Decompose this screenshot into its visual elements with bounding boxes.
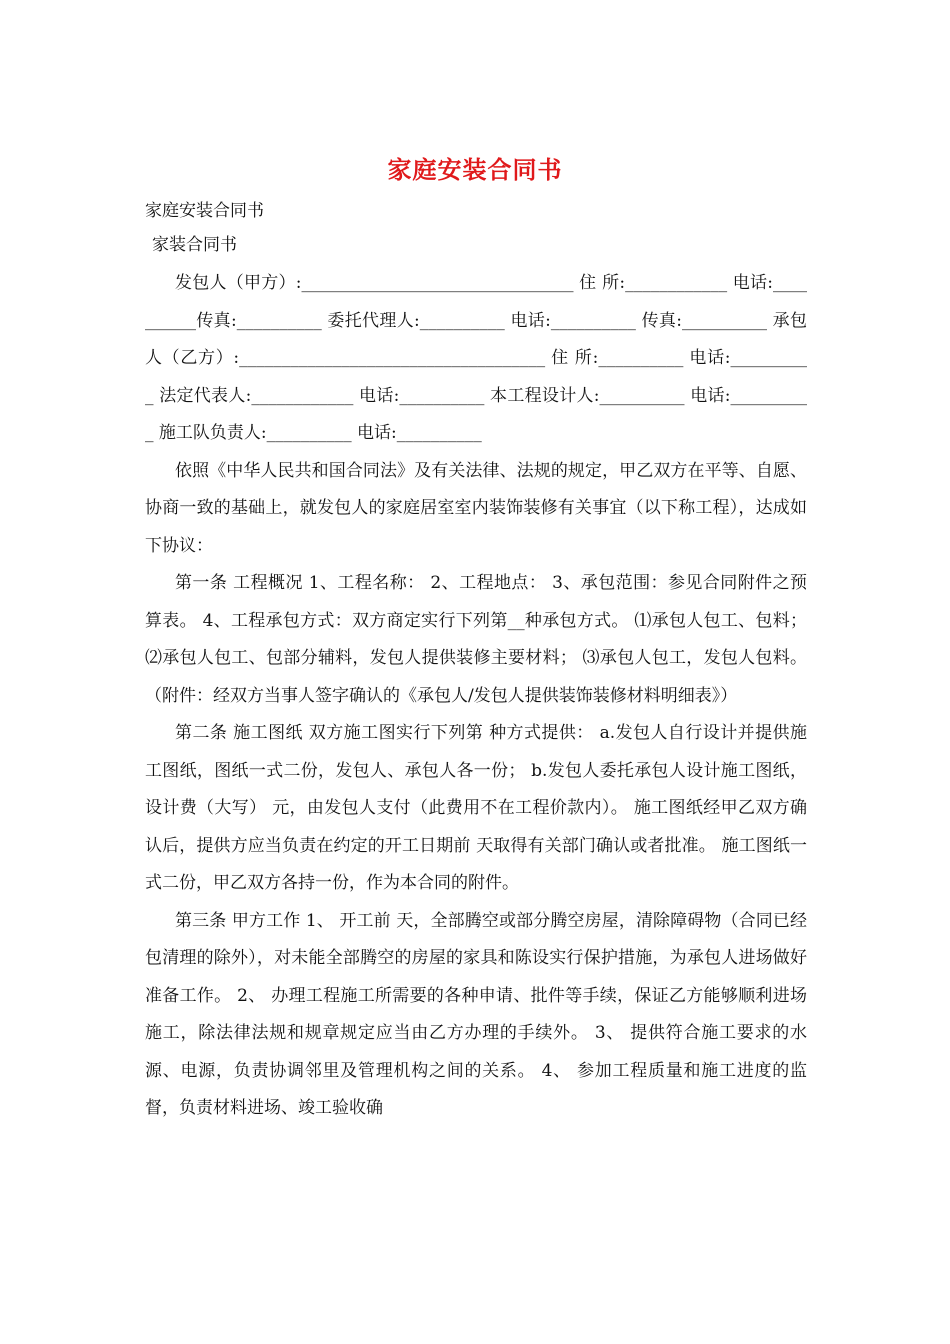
article-1-paragraph: 第一条 工程概况 1、工程名称： 2、工程地点： 3、承包范围：参见合同附件之预算表。 4、工程承包方式：双方商定实行下列第__种承包方式。 ⑴承包人包工、包料； ⑵承包人包工、包部分辅料，发包人提供装修主要材料； ⑶承包人包工，发包人包料。 （附件：经双方当事人签字确认的《承包人/发包人提供装饰装修材料明细表》） (145, 573, 807, 706)
article-2-paragraph: 第二条 施工图纸 双方施工图实行下列第 种方式提供： a.发包人自行设计并提供施工图纸，图纸一式二份，发包人、承包人各一份； b.发包人委托承包人设计施工图纸，设计费（大写） 元，由发包人支付（此费用不在工程价款内）。 施工图纸经甲乙双方确认后，提供方应当负责在约定的开工日期前 天取得有关部门确认或者批准。 施工图纸一式二份，甲乙双方各持一份，作为本合同的附件。 (145, 723, 807, 893)
article-3-paragraph: 第三条 甲方工作 1、 开工前 天，全部腾空或部分腾空房屋，清除障碍物（合同已经包清理的除外），对未能全部腾空的房屋的家具和陈设实行保护措施，为承包人进场做好准备工作。 2、 办理工程施工所需要的各种申请、批件等手续，保证乙方能够顺利进场施工，除法律法规和规章规定应当由乙方办理的手续外。 3、 提供符合施工要求的水源、电源，负责协调邻里及管理机构之间的关系。 4、 参加工程质量和施工进度的监督，负责材料进场、竣工验收确 (145, 910, 807, 1118)
document-title: 家庭安装合同书 (387, 155, 563, 184)
document-body (145, 265, 807, 1128)
preamble-paragraph: 依照《中华人民共和国合同法》及有关法律、法规的规定，甲乙双方在平等、自愿、协商一致的基础上，就发包人的家庭居室室内装饰装修有关事宜（以下称工程），达成如下协议： (145, 460, 807, 556)
document-subtitle-2: 家装合同书 (152, 235, 237, 255)
document-subtitle: 家庭安装合同书 (145, 201, 264, 221)
parties-paragraph: 发包人（甲方）:________________________________ 住 所:____________ 电话:__________传真:__________ 委托代理人:__________ 电话:__________ 传真:__________ 承包人（乙方）:____________________________________ 住 所:__________ 电话:__________ 法定代表人:____________ 电话:__________ 本工程设计人:__________ 电话:__________ 施工队负责人:__________ 电话:__________ (145, 273, 807, 443)
